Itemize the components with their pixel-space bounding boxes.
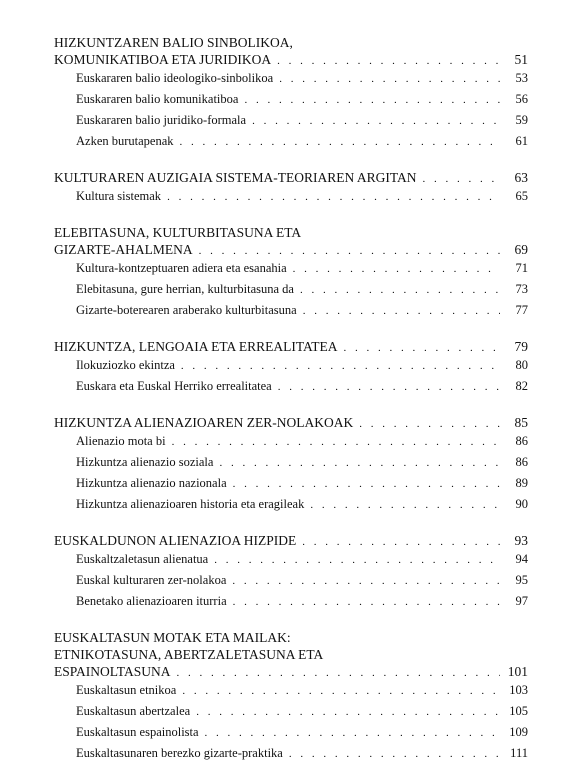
- page-number: 77: [515, 303, 528, 317]
- entry-label: Alienazio mota bi: [76, 434, 166, 448]
- page-number: 79: [514, 339, 528, 354]
- page-number: 95: [515, 573, 528, 587]
- page-number: 94: [515, 552, 528, 566]
- dot-leader: [277, 53, 500, 70]
- toc-entry: [54, 279, 528, 300]
- page-number: 82: [515, 379, 528, 393]
- section-heading-row: [54, 241, 528, 258]
- toc-entry: [54, 376, 528, 397]
- entry-label: Euskaltasun etnikoa: [76, 683, 177, 697]
- section-heading-row: [54, 51, 528, 68]
- section-heading-row: [54, 532, 528, 549]
- dot-leader: [310, 495, 500, 516]
- table-of-contents: [54, 34, 528, 781]
- toc-entry: [54, 549, 528, 570]
- toc-section: [54, 169, 528, 207]
- entry-label: Euskal kulturaren zer-nolakoa: [76, 573, 227, 587]
- entry-label: Kultura sistemak: [76, 189, 162, 203]
- section-title: GIZARTE-AHALMENA: [54, 242, 193, 257]
- toc-entry: [54, 473, 528, 494]
- toc-entry: [54, 68, 528, 89]
- entry-label: Gizarte-boterearen araberako kulturbitasuna: [76, 303, 297, 317]
- page-number: 80: [515, 358, 528, 372]
- entry-label: Euskaltasun espainolista: [76, 725, 199, 739]
- dot-leader: [278, 377, 500, 398]
- toc-entry: [54, 494, 528, 515]
- toc-entry: [54, 743, 528, 764]
- dot-leader: [300, 280, 500, 301]
- page-number: 73: [515, 282, 528, 296]
- section-heading-row: [54, 414, 528, 431]
- toc-section: [54, 224, 528, 321]
- toc-entry: [54, 110, 528, 131]
- toc-section: [54, 629, 528, 764]
- section-title: ESPAINOLTASUNA: [54, 664, 171, 679]
- section-title: HIZKUNTZA, LENGOAIA ETA ERREALITATEA: [54, 339, 338, 354]
- entry-label: Euskararen balio juridiko-formala: [76, 113, 247, 127]
- dot-leader: [172, 432, 500, 453]
- page-number: 101: [507, 664, 528, 679]
- entry-label: Ilokuziozko ekintza: [76, 358, 175, 372]
- dot-leader: [181, 356, 500, 377]
- entry-label: Kultura-kontzeptuaren adiera eta esanahia: [76, 261, 287, 275]
- page-number: 111: [510, 746, 528, 760]
- dot-leader: [302, 534, 500, 551]
- entry-label: Euskaltzaletasun alienatua: [76, 552, 209, 566]
- dot-leader: [180, 132, 500, 153]
- toc-entry: [54, 258, 528, 279]
- section-title-line: EUSKALTASUN MOTAK ETA MAILAK:: [54, 630, 291, 645]
- entry-label: Euskaltasunaren berezko gizarte-praktika: [76, 746, 283, 760]
- section-title: HIZKUNTZA ALIENAZIOAREN ZER-NOLAKOAK: [54, 415, 354, 430]
- dot-leader: [167, 187, 500, 208]
- section-title-line: ELEBITASUNA, KULTURBITASUNA ETA: [54, 225, 302, 240]
- dot-leader: [196, 702, 500, 723]
- section-title: KOMUNIKATIBOA ETA JURIDIKOA: [54, 52, 272, 67]
- page-number: 65: [515, 189, 528, 203]
- page-number: 89: [515, 476, 528, 490]
- page-number: 71: [515, 261, 528, 275]
- entry-label: Euskara eta Euskal Herriko errealitatea: [76, 379, 272, 393]
- dot-leader: [233, 592, 500, 613]
- entry-label: Hizkuntza alienazio nazionala: [76, 476, 227, 490]
- entry-label: Benetako alienazioaren iturria: [76, 594, 227, 608]
- toc-section: [54, 532, 528, 612]
- dot-leader: [214, 550, 500, 571]
- dot-leader: [279, 69, 500, 90]
- section-heading-row: [54, 169, 528, 186]
- page-number: 97: [515, 594, 528, 608]
- page-number: 69: [514, 242, 528, 257]
- dot-leader: [423, 171, 500, 188]
- section-title-line: ETNIKOTASUNA, ABERTZALETASUNA ETA: [54, 647, 324, 662]
- page-number: 93: [514, 533, 528, 548]
- dot-leader: [359, 416, 500, 433]
- toc-entry: [54, 452, 528, 473]
- section-heading-row: [54, 338, 528, 355]
- toc-entry: [54, 722, 528, 743]
- dot-leader: [219, 453, 500, 474]
- toc-entry: [54, 89, 528, 110]
- page-number: 59: [515, 113, 528, 127]
- toc-entry: [54, 131, 528, 152]
- entry-label: Euskararen balio komunikatiboa: [76, 92, 239, 106]
- section-heading-row: [54, 663, 528, 680]
- page-number: 85: [514, 415, 528, 430]
- dot-leader: [233, 474, 500, 495]
- toc-section: [54, 338, 528, 397]
- dot-leader: [232, 571, 500, 592]
- page-number: 109: [509, 725, 528, 739]
- toc-entry: [54, 300, 528, 321]
- entry-label: Euskaltasun abertzalea: [76, 704, 191, 718]
- toc-section: [54, 34, 528, 152]
- toc-entry: [54, 355, 528, 376]
- page-number: 86: [515, 455, 528, 469]
- toc-entry: [54, 591, 528, 612]
- dot-leader: [205, 723, 500, 744]
- dot-leader: [252, 111, 500, 132]
- toc-entry: [54, 431, 528, 452]
- entry-label: Euskararen balio ideologiko-sinbolikoa: [76, 71, 274, 85]
- page-number: 51: [514, 52, 528, 67]
- entry-label: Azken burutapenak: [76, 134, 174, 148]
- page-number: 56: [515, 92, 528, 106]
- dot-leader: [176, 665, 500, 682]
- toc-entry: [54, 701, 528, 722]
- toc-section: [54, 414, 528, 515]
- dot-leader: [244, 90, 500, 111]
- dot-leader: [293, 259, 500, 280]
- page-number: 103: [509, 683, 528, 697]
- page-number: 105: [509, 704, 528, 718]
- page-number: 61: [515, 134, 528, 148]
- page-number: 53: [515, 71, 528, 85]
- dot-leader: [303, 301, 500, 322]
- page-number: 86: [515, 434, 528, 448]
- entry-label: Elebitasuna, gure herrian, kulturbitasuna da: [76, 282, 294, 296]
- toc-entry: [54, 570, 528, 591]
- section-title: EUSKALDUNON ALIENAZIOA HIZPIDE: [54, 533, 297, 548]
- section-title-line: HIZKUNTZAREN BALIO SINBOLIKOA,: [54, 35, 293, 50]
- entry-label: Hizkuntza alienazio soziala: [76, 455, 214, 469]
- toc-entry: [54, 680, 528, 701]
- dot-leader: [344, 340, 500, 357]
- dot-leader: [182, 681, 500, 702]
- page-number: 90: [515, 497, 528, 511]
- page-number: 63: [514, 170, 528, 185]
- toc-entry: [54, 186, 528, 207]
- entry-label: Hizkuntza alienazioaren historia eta eragileak: [76, 497, 305, 511]
- section-title: KULTURAREN AUZIGAIA SISTEMA-TEORIAREN ARGITAN: [54, 170, 417, 185]
